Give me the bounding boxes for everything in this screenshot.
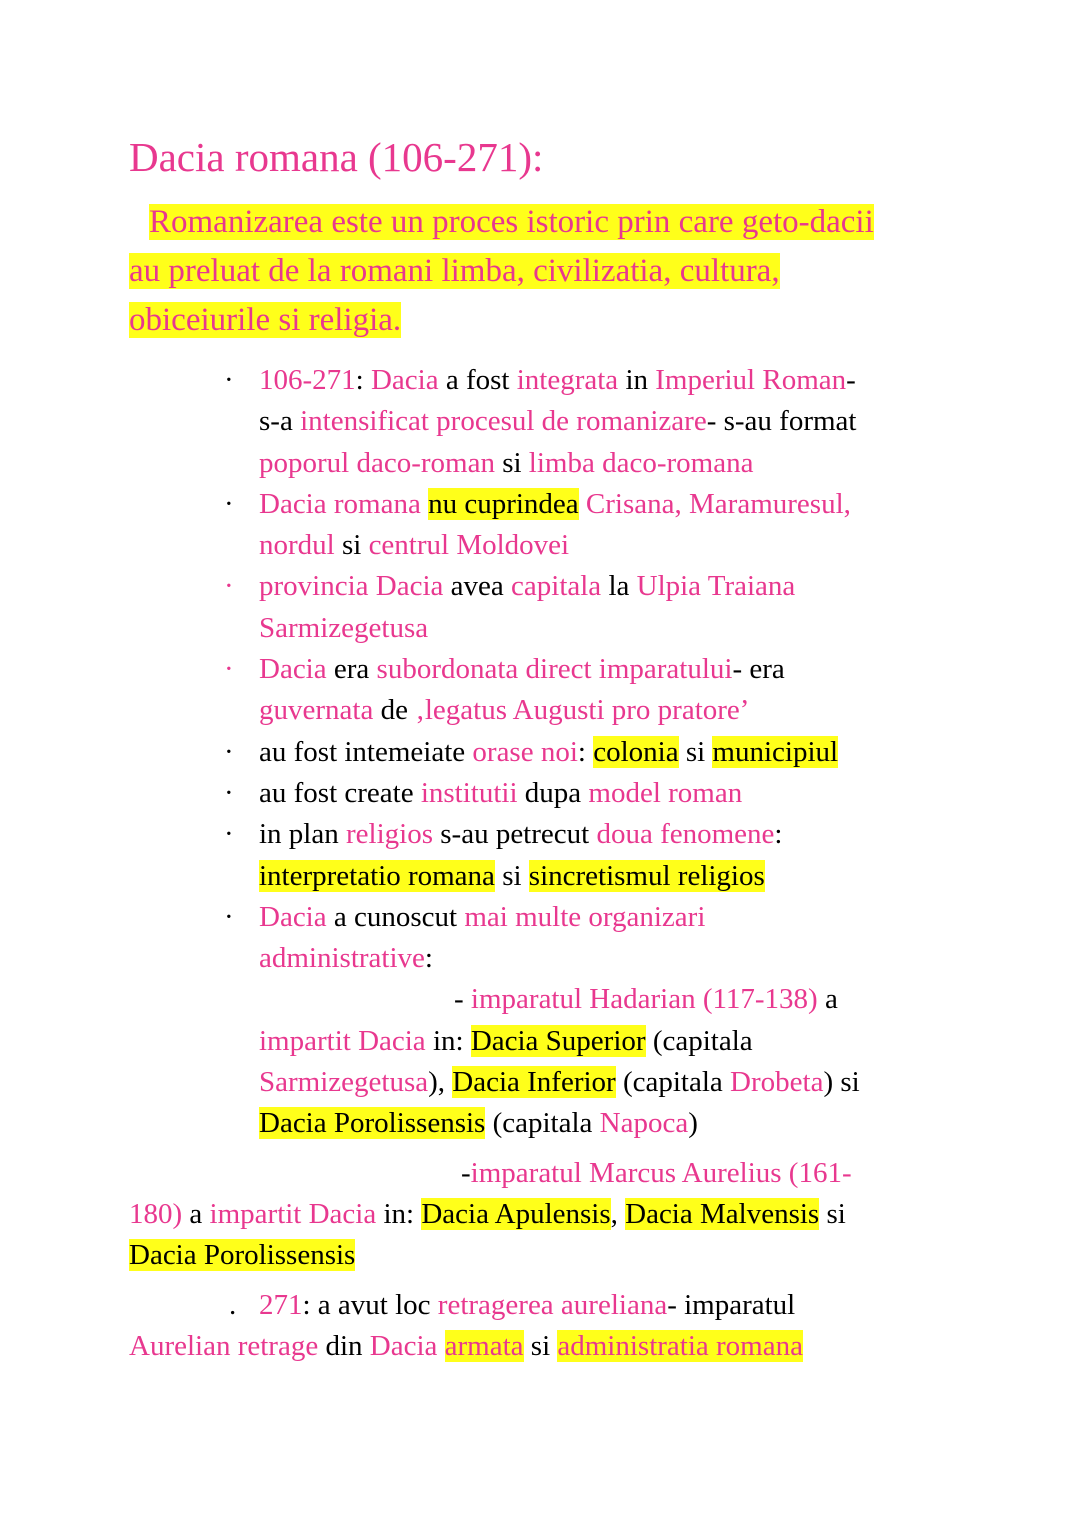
text-span: s-au petrecut xyxy=(433,818,597,851)
list-line xyxy=(259,814,949,855)
text-span: si xyxy=(494,859,529,892)
text-span: Aurelian retrage xyxy=(129,1329,319,1362)
text-span: in: xyxy=(425,1024,471,1057)
text-span: religios xyxy=(346,818,433,851)
text-span xyxy=(437,1330,444,1362)
list-line xyxy=(259,401,949,442)
text-span: retragerea aureliana xyxy=(437,1288,668,1321)
list-line xyxy=(259,1103,1080,1144)
list-line xyxy=(259,897,949,938)
text-span: in xyxy=(618,364,656,396)
text-span: avea xyxy=(443,570,512,603)
list-line xyxy=(0,1285,1080,1326)
text-span: - era xyxy=(732,653,785,686)
page-title: Dacia romana (106-271): xyxy=(129,134,544,180)
list-line xyxy=(0,1326,1080,1367)
text-span: imparatul Marcus Aurelius (161- xyxy=(470,1156,852,1189)
text-span: : xyxy=(355,364,371,396)
highlighted-text: Dacia Superior xyxy=(470,1024,646,1057)
list-line xyxy=(0,1235,1080,1276)
text-span: administrative xyxy=(259,942,425,975)
list-line xyxy=(259,856,949,897)
list-line xyxy=(259,938,949,979)
bullet-list xyxy=(0,360,1080,1367)
bullet-dot: · xyxy=(224,487,234,520)
list-line xyxy=(259,484,949,525)
text-span: intensificat procesul de romanizare xyxy=(300,405,707,438)
text-span: Dacia xyxy=(259,900,327,933)
list-line xyxy=(259,732,949,773)
text-span: model roman xyxy=(588,776,743,809)
text-span: imparatul Hadarian (117-138) xyxy=(470,983,818,1016)
intro-text: obiceiurile si religia. xyxy=(129,302,402,338)
list-line xyxy=(0,1194,1080,1235)
text-span: dupa xyxy=(517,776,589,809)
text-span: a xyxy=(817,983,838,1016)
text-span: 180) xyxy=(129,1197,183,1230)
text-span: : xyxy=(577,735,594,768)
bullet-dot: · xyxy=(224,735,234,768)
highlighted-text: Dacia Malvensis xyxy=(625,1197,820,1230)
list-item xyxy=(0,566,949,649)
highlighted-text: municipiul xyxy=(712,735,839,768)
text-span: Imperiul Roman xyxy=(655,364,847,396)
text-span: institutii xyxy=(420,776,518,809)
list-item xyxy=(0,732,949,773)
text-span: poporul daco-roman xyxy=(259,446,495,479)
intro-text: au preluat de la romani limba, civilizatia, cultura, xyxy=(129,253,780,289)
text-span: la xyxy=(601,570,637,603)
bullet-dot: · xyxy=(224,653,234,686)
text-span: ) si xyxy=(823,1066,860,1099)
text-span: guvernata xyxy=(259,694,374,727)
text-span: Crisana, Maramuresul, xyxy=(585,487,851,520)
text-span: : xyxy=(774,818,783,851)
highlighted-text: Dacia Apulensis xyxy=(421,1197,611,1230)
text-span: : a avut loc xyxy=(302,1288,438,1321)
text-span: limba daco-romana xyxy=(528,446,754,479)
aurelian-retreat xyxy=(0,1285,1080,1368)
bullet-dot: · xyxy=(224,818,234,851)
highlighted-text: Dacia Porolissensis xyxy=(259,1107,486,1140)
text-span: , xyxy=(610,1197,626,1230)
text-span: din xyxy=(318,1329,370,1362)
text-span: (capitala xyxy=(615,1066,731,1099)
text-span xyxy=(421,488,428,520)
list-item xyxy=(0,773,949,814)
text-span: si xyxy=(523,1329,558,1362)
highlighted-text: administratia romana xyxy=(557,1329,803,1362)
list-line xyxy=(259,360,949,401)
text-span: Dacia xyxy=(370,364,439,396)
list-item xyxy=(0,360,949,484)
text-span: Dacia romana xyxy=(259,487,421,520)
text-span: de xyxy=(373,694,416,727)
text-span: 271 xyxy=(259,1288,303,1321)
text-span: mai multe organizari xyxy=(464,900,706,933)
text-span: in: xyxy=(376,1197,422,1230)
text-span: Ulpia Traiana xyxy=(636,570,796,603)
highlighted-text: interpretatio romana xyxy=(259,859,495,892)
text-span: - xyxy=(846,364,856,396)
text-span: Dacia xyxy=(369,1329,438,1362)
text-span: au fost intemeiate xyxy=(259,735,473,768)
text-span: doua fenomene xyxy=(596,818,775,851)
highlighted-text: Dacia Inferior xyxy=(452,1066,616,1099)
list-line xyxy=(259,979,1080,1020)
text-span: s-a xyxy=(259,405,301,438)
text-span: si xyxy=(334,529,369,562)
list-item xyxy=(0,484,949,567)
text-span: in plan xyxy=(259,818,346,851)
intro-line xyxy=(129,247,969,296)
text-span: ) xyxy=(688,1107,698,1140)
text-span: era xyxy=(326,653,377,686)
text-span: centrul Moldovei xyxy=(368,529,570,562)
text-span: - imparatul xyxy=(667,1288,796,1321)
text-span xyxy=(579,488,586,520)
text-span: a cunoscut xyxy=(326,900,465,933)
bullet-dot: · xyxy=(224,570,234,603)
bullet-dot: · xyxy=(224,364,234,396)
list-line xyxy=(259,608,949,649)
text-span: si xyxy=(678,735,713,768)
text-span: : xyxy=(424,942,433,975)
bullet-dot: · xyxy=(224,776,234,809)
list-line xyxy=(259,525,949,566)
highlighted-text: Dacia Porolissensis xyxy=(129,1239,356,1272)
intro-paragraph xyxy=(129,198,969,345)
list-item xyxy=(0,897,949,980)
text-span: si xyxy=(819,1197,846,1230)
list-line xyxy=(0,1153,1080,1194)
text-span: 106-271 xyxy=(259,364,356,396)
bullet-dot: . xyxy=(229,1288,237,1321)
text-span: (capitala xyxy=(485,1107,600,1140)
list-line xyxy=(259,1021,1080,1062)
highlighted-text: nu cuprindea xyxy=(428,487,579,520)
text-span: au fost create xyxy=(259,776,421,809)
text-span: Drobeta xyxy=(730,1066,824,1099)
highlighted-text: colonia xyxy=(593,735,679,768)
intro-text: Romanizarea este un proces istoric prin care geto-dacii xyxy=(149,204,874,240)
text-span: Sarmizegetusa xyxy=(259,611,429,644)
text-span: si xyxy=(494,446,529,479)
text-span: capitala xyxy=(511,570,602,603)
list-item xyxy=(0,649,949,732)
text-span: Napoca xyxy=(599,1107,689,1140)
text-span: orase noi xyxy=(472,735,578,768)
text-span: - xyxy=(461,1156,471,1189)
intro-line xyxy=(129,198,969,247)
text-span: impartit Dacia xyxy=(259,1024,426,1057)
list-line xyxy=(259,690,949,731)
list-item xyxy=(0,814,949,897)
text-span: ), xyxy=(428,1066,453,1099)
text-span: a xyxy=(182,1197,210,1230)
text-span: - xyxy=(454,983,471,1016)
text-span: Sarmizegetusa xyxy=(259,1066,429,1099)
text-span: provincia Dacia xyxy=(259,570,444,603)
text-span: integrata xyxy=(516,364,619,396)
text-span: impartit Dacia xyxy=(209,1197,377,1230)
bullet-dot: · xyxy=(224,900,234,933)
highlighted-text: armata xyxy=(444,1329,524,1362)
text-span: (capitala xyxy=(645,1024,753,1057)
text-span: Dacia xyxy=(259,653,327,686)
text-span: ‚legatus Augusti pro pratore’ xyxy=(415,694,750,727)
text-span: - s-au format xyxy=(706,405,857,438)
intro-line xyxy=(129,296,969,345)
marcus-division xyxy=(0,1153,1080,1277)
list-line xyxy=(259,649,949,690)
highlighted-text: sincretismul religios xyxy=(528,859,765,892)
text-span: a fost xyxy=(438,364,517,396)
text-span: subordonata direct imparatului xyxy=(376,653,733,686)
list-line xyxy=(259,1062,1080,1103)
list-line xyxy=(259,773,949,814)
list-line xyxy=(259,443,949,484)
hadrian-division xyxy=(0,979,1080,1144)
list-line xyxy=(259,566,949,607)
text-span: nordul xyxy=(259,529,335,562)
